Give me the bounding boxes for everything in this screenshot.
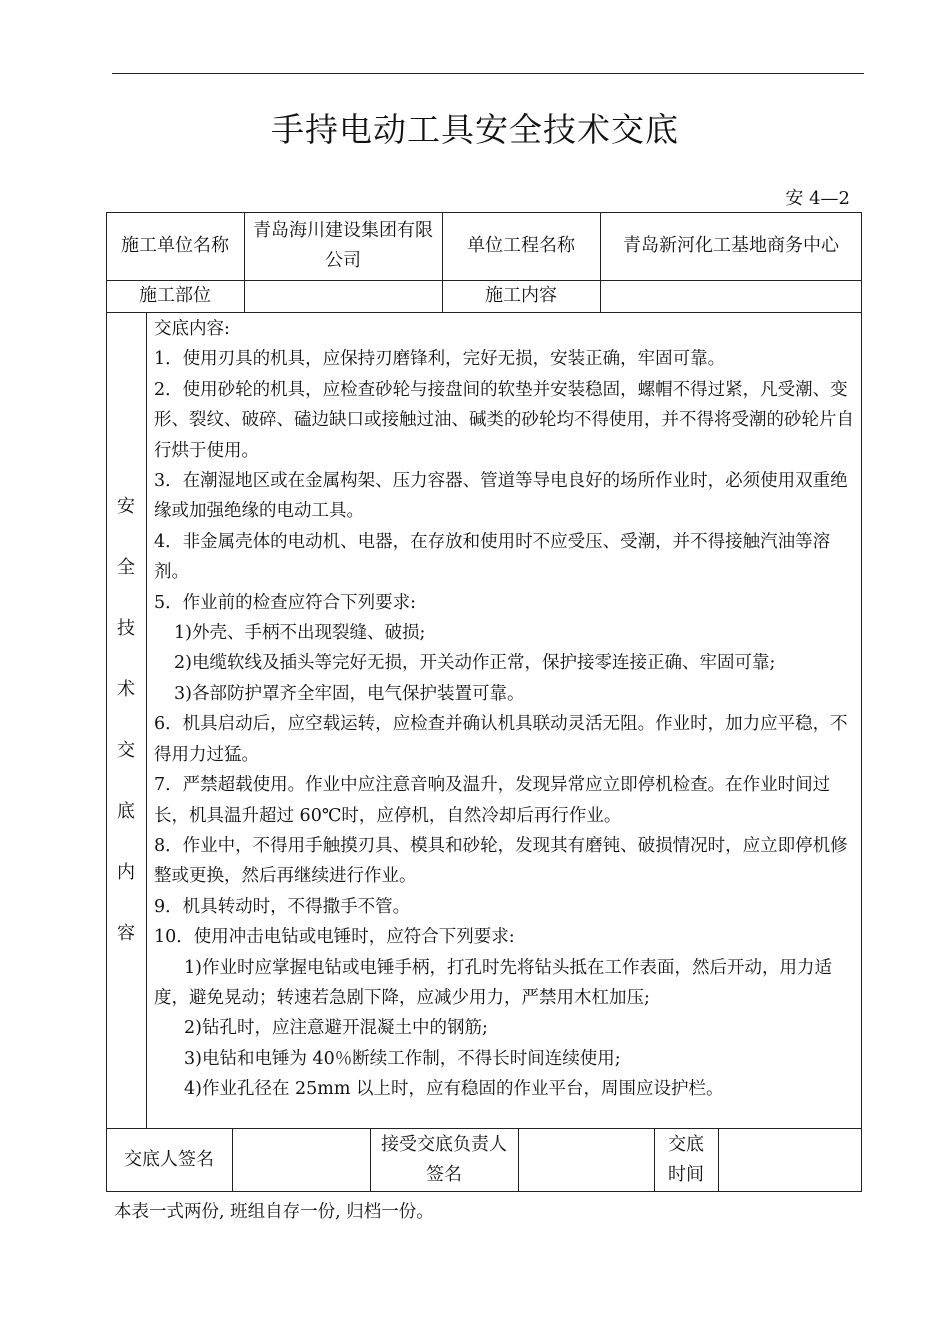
content-item: 1．使用刃具的机具，应保持刃磨锋利，完好无损，安装正确，牢固可靠。: [154, 349, 726, 370]
form-code: 安 4—2: [785, 188, 850, 209]
content-item: 4．非金属壳体的电动机、电器，在存放和使用时不应受压、受潮，并不得接触汽油等溶剂。: [154, 531, 831, 583]
side-char: 底: [117, 801, 135, 822]
content-item: 2．使用砂轮的机具，应检查砂轮与接盘间的软垫并安装稳固，螺帽不得过紧，凡受潮、变形、裂纹、破碎、磕边缺口或接触过油、碱类的砂轮均不得使用，并不得将受潮的砂轮片自行烘于使用。: [154, 379, 854, 461]
content-subitem: 2)钻孔时，应注意避开混凝土中的钢筋;: [184, 1018, 488, 1039]
disclosure-time-field[interactable]: [718, 1128, 862, 1192]
time-label-line: 交底: [668, 1134, 704, 1155]
content-subitem: 1)作业时应掌握电钻或电锤手柄，打孔时先将钻头抵在工作表面，然后开动，用力适度，避免晃动；转速若急剧下降，应减少用力，严禁用木杠加压;: [154, 957, 832, 1008]
unit-name-value: 青岛海川建设集团有限公司: [253, 220, 433, 271]
column-divider: [146, 312, 147, 1128]
side-char: 全: [117, 557, 135, 578]
content-subitem: 1)外壳、手柄不出现裂缝、破损;: [174, 623, 426, 644]
location-value: [244, 280, 442, 312]
discloser-signature-label: 交底人签名: [124, 1149, 214, 1170]
disclosure-time-label: [654, 1128, 718, 1192]
disclosure-content: [154, 314, 862, 1105]
side-char: 容: [117, 923, 135, 944]
location-label: 施工部位: [139, 285, 211, 306]
footer-note: 本表一式两份, 班组自存一份, 归档一份。: [114, 1202, 434, 1222]
content-subitem: 2)电缆软线及插头等完好无损，开关动作正常，保护接零连接正确、牢固可靠;: [174, 653, 776, 674]
side-label-safety-disclosure: [106, 312, 146, 1128]
side-char: 内: [117, 862, 135, 883]
unit-name-label: 施工单位名称: [121, 235, 229, 256]
side-char: 技: [117, 618, 135, 639]
receiver-signature-field[interactable]: [518, 1128, 654, 1192]
side-char: 交: [117, 740, 135, 761]
time-label-line: 时间: [668, 1164, 704, 1185]
discloser-signature-field[interactable]: [232, 1128, 370, 1192]
content-item: 5．作业前的检查应符合下列要求:: [154, 592, 417, 613]
content-heading: 交底内容:: [154, 319, 230, 339]
content-item: 10．使用冲击电钻或电锤时，应符合下列要求:: [154, 927, 515, 948]
receiver-label-line: 接受交底负责人: [381, 1134, 507, 1155]
content-subitem: 3)电钻和电锤为 40％断续工作制，不得长时间连续使用;: [184, 1048, 621, 1069]
content-item: 7．严禁超载使用。作业中应注意音响及温升，发现异常应立即停机检查。在作业时间过长，机具温升超过 60℃时，应停机，自然冷却后再行作业。: [154, 775, 831, 826]
row-divider: [106, 312, 862, 313]
content-item: 3．在潮湿地区或在金属构架、压力容器、管道等导电良好的场所作业时，必须使用双重绝缘或加强绝缘的电动工具。: [154, 471, 848, 522]
receiver-signature-label: [370, 1128, 518, 1192]
content-item: 9．机具转动时，不得撒手不管。: [154, 896, 411, 917]
work-content-value: [600, 280, 862, 312]
content-item: 8．作业中，不得用手触摸刃具、模具和砂轮，发现其有磨钝、破损情况时，应立即停机修整或更换，然后再继续进行作业。: [154, 835, 848, 887]
content-subitem: 4)作业孔径在 25mm 以上时，应有稳固的作业平台，周围应设护栏。: [184, 1079, 724, 1100]
work-content-label: 施工内容: [485, 285, 557, 306]
side-char: 安: [117, 496, 135, 517]
document-title: 手持电动工具安全技术交底: [271, 110, 679, 149]
side-char: 术: [117, 679, 135, 700]
header-rule: [112, 73, 864, 74]
project-name-label: 单位工程名称: [467, 235, 575, 256]
project-name-value: 青岛新河化工基地商务中心: [623, 235, 839, 256]
content-item: 6．机具启动后，应空载运转，应检查并确认机具联动灵活无阻。作业时，加力应平稳，不得用力过猛。: [154, 714, 848, 765]
content-subitem: 3)各部防护罩齐全牢固，电气保护装置可靠。: [174, 683, 525, 704]
receiver-label-line: 签名: [426, 1164, 462, 1185]
